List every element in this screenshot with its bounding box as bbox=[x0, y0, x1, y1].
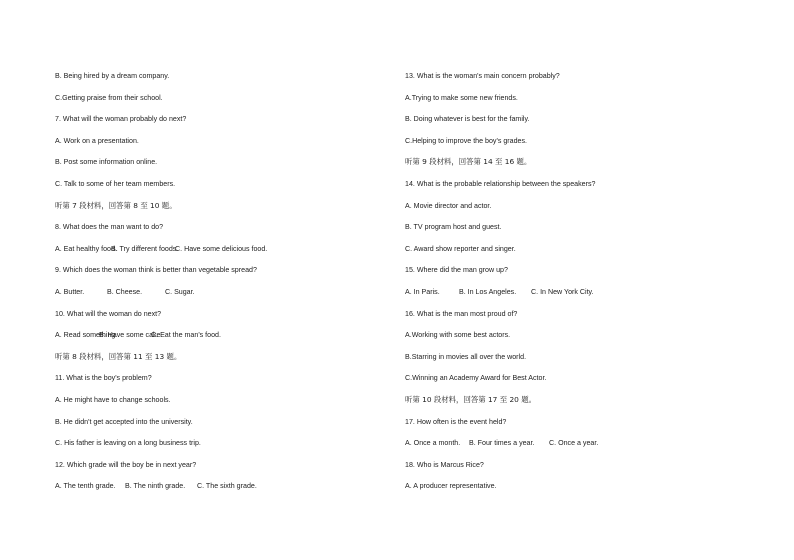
question-line: 10. What will the woman do next? bbox=[55, 309, 162, 318]
question-line: A. He might have to change schools. bbox=[55, 395, 171, 404]
question-line: 8. What does the man want to do? bbox=[55, 223, 164, 232]
answer-option: B. Try different foods. bbox=[111, 244, 179, 253]
answer-option: C. Once a year. bbox=[549, 439, 599, 448]
question-line: A. Movie director and actor. bbox=[405, 201, 492, 210]
answer-options-row bbox=[405, 284, 745, 306]
answer-option: B. Have some cake. bbox=[99, 331, 163, 340]
question-line: A. Work on a presentation. bbox=[55, 136, 139, 145]
answer-option: A. In Paris. bbox=[405, 287, 440, 296]
question-line: 12. Which grade will the boy be in next year? bbox=[55, 460, 197, 469]
question-line: C.Helping to improve the boy's grades. bbox=[405, 136, 528, 145]
answer-option: B. In Los Angeles. bbox=[459, 287, 517, 296]
answer-options-row bbox=[55, 284, 385, 306]
right-column bbox=[405, 68, 745, 500]
question-line: C. Award show reporter and singer. bbox=[405, 244, 516, 253]
question-line: 11. What is the boy's problem? bbox=[55, 374, 152, 383]
question-line: B. Being hired by a dream company. bbox=[55, 72, 170, 80]
question-line: 17. How often is the event held? bbox=[405, 417, 507, 426]
answer-option: B. The ninth grade. bbox=[125, 482, 186, 491]
section-instruction: 听第 10 段材料，回答第 17 至 20 题。 bbox=[405, 394, 536, 404]
question-line: B. Doing whatever is best for the family. bbox=[405, 115, 530, 124]
section-instruction: 听第 8 段材料，回答第 11 至 13 题。 bbox=[55, 351, 182, 361]
question-line: A.Working with some best actors. bbox=[405, 331, 511, 340]
answer-option: C. The sixth grade. bbox=[197, 482, 257, 491]
question-line: C. His father is leaving on a long business trip. bbox=[55, 439, 201, 448]
answer-option: A. Butter. bbox=[55, 287, 85, 296]
answer-options-row bbox=[405, 435, 745, 457]
question-line: B. Post some information online. bbox=[55, 158, 158, 167]
answer-options-row bbox=[55, 478, 385, 500]
answer-option: C. In New York City. bbox=[531, 287, 594, 296]
answer-option: B. Cheese. bbox=[107, 287, 143, 296]
answer-options-row bbox=[55, 241, 385, 263]
question-line: 16. What is the man most proud of? bbox=[405, 309, 518, 318]
question-line: 18. Who is Marcus Rice? bbox=[405, 460, 484, 469]
section-instruction: 听第 7 段材料，回答第 8 至 10 题。 bbox=[55, 200, 177, 210]
answer-option: A. Once a month. bbox=[405, 439, 461, 448]
answer-option: A. Read something. bbox=[55, 331, 118, 340]
answer-option: C. Eat the man's food. bbox=[151, 331, 221, 340]
section-instruction: 听第 9 段材料，回答第 14 至 16 题。 bbox=[405, 157, 532, 167]
answer-options-row bbox=[55, 327, 385, 349]
question-line: B. TV program host and guest. bbox=[405, 223, 502, 232]
question-line: 9. Which does the woman think is better than vegetable spread? bbox=[55, 266, 257, 275]
question-line: A.Trying to make some new friends. bbox=[405, 93, 518, 102]
question-line: C.Winning an Academy Award for Best Actor. bbox=[405, 374, 547, 383]
question-line: 15. Where did the man grow up? bbox=[405, 266, 508, 275]
question-line: 13. What is the woman's main concern probably? bbox=[405, 72, 560, 80]
answer-option: A. Eat healthy food. bbox=[55, 244, 117, 253]
answer-option: A. The tenth grade. bbox=[55, 482, 116, 491]
answer-option: C. Have some delicious food. bbox=[175, 244, 268, 253]
question-line: C.Getting praise from their school. bbox=[55, 93, 163, 102]
answer-option: C. Sugar. bbox=[165, 287, 195, 296]
question-line: 14. What is the probable relationship between the speakers? bbox=[405, 179, 596, 188]
question-line: B. He didn't get accepted into the university. bbox=[55, 417, 193, 426]
question-line: 7. What will the woman probably do next? bbox=[55, 115, 187, 124]
question-line: B.Starring in movies all over the world. bbox=[405, 352, 527, 361]
question-line: A. A producer representative. bbox=[405, 482, 497, 491]
left-column bbox=[55, 68, 385, 500]
answer-option: B. Four times a year. bbox=[469, 439, 535, 448]
question-line: C. Talk to some of her team members. bbox=[55, 179, 176, 188]
